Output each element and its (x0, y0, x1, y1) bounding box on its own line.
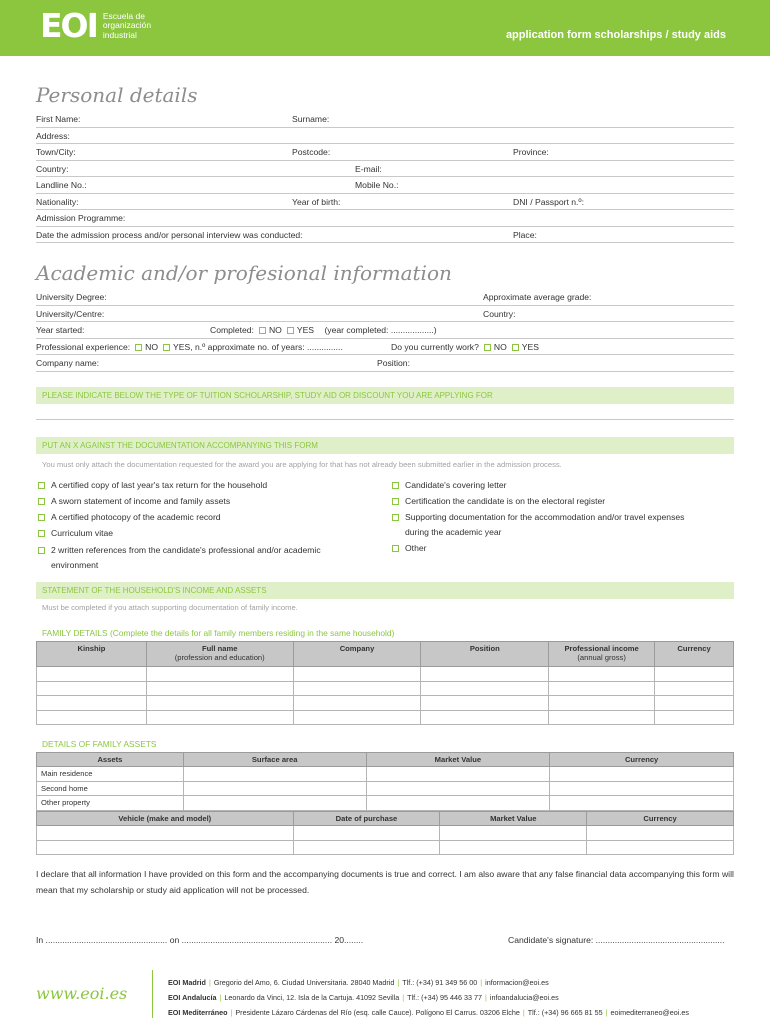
family-assets-table (36, 752, 734, 811)
documentation-bar: PUT AN X AGAINST THE DOCUMENTATION ACCOMPANYING THIS FORM (36, 437, 734, 454)
experience-no-checkbox[interactable] (135, 344, 142, 351)
family-assets-title: DETAILS OF FAMILY ASSETS (42, 739, 157, 749)
col-vehicle-value: Market Value (440, 812, 587, 826)
family-header-row (37, 642, 734, 667)
col-assets: Assets (37, 753, 184, 767)
personal-details-title: Personal details (36, 83, 198, 107)
footer-line-andalucia: EOI Andalucía | Leonardo da Vinci, 12. Isla de la Cartuja. 41092 Sevilla | Tlf.: (+34) 95 446 33 77 | infoandalucia@eoi.es (168, 993, 559, 1002)
doc-other[interactable]: Other (392, 541, 427, 557)
programme-field[interactable]: Admission Programme: (36, 213, 126, 223)
col-surface: Surface area (183, 753, 366, 767)
row-nationality (36, 194, 734, 211)
col-market-value: Market Value (366, 753, 550, 767)
email-link[interactable]: infoandalucia@eoi.es (489, 993, 559, 1002)
year-started-field[interactable]: Year started: (36, 325, 85, 335)
asset-label: Other property (37, 796, 184, 811)
row-programme (36, 210, 734, 227)
row-country (36, 161, 734, 178)
col-currency: Currency (655, 642, 734, 667)
row-address (36, 128, 734, 145)
form-title: application form scholarships / study aids (505, 29, 726, 41)
doc-electoral[interactable]: Certification the candidate is on the electoral register (392, 494, 605, 510)
town-field[interactable]: Town/City: (36, 147, 76, 157)
candidate-signature-line[interactable]: Candidate's signature: ...................................................... (508, 935, 725, 945)
doc-checkbox[interactable] (392, 482, 399, 489)
address-field[interactable]: Address: (36, 130, 70, 141)
experience-label: Professional experience: (36, 341, 131, 352)
completed-no-checkbox[interactable] (259, 327, 266, 334)
col-company: Company (293, 642, 421, 667)
work-no-checkbox[interactable] (484, 344, 491, 351)
work-now-group: Do you currently work? NO YES (391, 341, 539, 352)
household-bar: STATEMENT OF THE HOUSEHOLD'S INCOME AND ASSETS (36, 582, 734, 599)
dni-field[interactable]: DNI / Passport n.º: (513, 196, 584, 207)
province-field[interactable]: Province: (513, 147, 549, 157)
row-name (36, 111, 734, 128)
place-date-line[interactable]: In ................................................... on ............................................................... 20........ (36, 935, 364, 945)
assets-header-row (37, 753, 734, 767)
doc-covering-letter[interactable]: Candidate's covering letter (392, 478, 506, 494)
doc-checkbox[interactable] (392, 514, 399, 521)
footer-line-madrid: EOI Madrid | Gregorio del Amo, 6. Ciudad Universitaria. 28040 Madrid | Tlf.: (+34) 91 349 56 00 | informacion@eoi.es (168, 978, 549, 987)
work-yes-checkbox[interactable] (512, 344, 519, 351)
doc-checkbox[interactable] (38, 547, 45, 554)
row-year-started (36, 322, 734, 339)
doc-accommodation[interactable]: Supporting documentation for the accommodation and/or travel expenses (392, 510, 684, 526)
table-row (37, 796, 734, 811)
doc-tax-return[interactable]: A certified copy of last year's tax return for the household (38, 478, 267, 494)
asset-label: Second home (37, 781, 184, 796)
vehicle-header-row (37, 812, 734, 826)
col-vehicle-currency: Currency (587, 812, 734, 826)
table-row (37, 667, 734, 682)
household-note: Must be completed if you attach supporting documentation of family income. (42, 603, 298, 612)
completed-label: Completed: (210, 325, 254, 335)
family-details-title: FAMILY DETAILS (Complete the details for all family members residing in the same household) (42, 628, 395, 638)
postcode-field[interactable]: Postcode: (292, 147, 331, 157)
row-degree (36, 289, 734, 306)
surname-field[interactable]: Surname: (292, 114, 330, 124)
experience-yes-checkbox[interactable] (163, 344, 170, 351)
doc-checkbox[interactable] (38, 530, 45, 537)
row-interview (36, 227, 734, 244)
asset-label: Main residence (37, 767, 184, 782)
family-details-table (36, 641, 734, 725)
row-experience (36, 339, 734, 356)
doc-checkbox[interactable] (392, 545, 399, 552)
uni-country-field[interactable]: Country: (483, 308, 516, 319)
academic-title: Academic and/or profesional information (36, 261, 452, 285)
table-row (37, 696, 734, 711)
completed-group: Completed: NO YES (year completed: ..................) (210, 325, 437, 335)
tuition-type-bar: PLEASE INDICATE BELOW THE TYPE OF TUITION SCHOLARSHIP, STUDY AID OR DISCOUNT YOU ARE APPLYING FOR (36, 387, 734, 404)
place-field[interactable]: Place: (513, 229, 537, 240)
position-field[interactable]: Position: (377, 358, 410, 368)
table-row (37, 781, 734, 796)
email-link[interactable]: eoimediterraneo@eoi.es (610, 1008, 689, 1017)
first-name-field[interactable]: First Name: (36, 114, 81, 124)
col-position: Position (421, 642, 549, 667)
logo-mark: EOI (40, 6, 97, 45)
work-now-label: Do you currently work? (391, 341, 479, 352)
table-row (37, 710, 734, 725)
email-field[interactable]: E-mail: (355, 163, 382, 174)
nationality-field[interactable]: Nationality: (36, 196, 79, 207)
experience-years-field[interactable]: YES, n.º approximate no. of years: ............... (173, 341, 343, 352)
degree-field[interactable]: University Degree: (36, 292, 107, 302)
completed-yes-checkbox[interactable] (287, 327, 294, 334)
table-row (37, 826, 734, 841)
doc-checkbox[interactable] (392, 498, 399, 505)
col-kinship: Kinship (37, 642, 147, 667)
interview-date-field[interactable]: Date the admission process and/or personal interview was conducted: (36, 229, 303, 240)
landline-field[interactable]: Landline No.: (36, 180, 87, 190)
table-row (37, 681, 734, 696)
row-phone (36, 177, 734, 194)
footer-divider (152, 970, 153, 1018)
doc-references[interactable]: 2 written references from the candidate's professional and/or academic (38, 543, 321, 559)
website-link[interactable]: www.eoi.es (36, 984, 128, 1003)
doc-checkbox[interactable] (38, 482, 45, 489)
vehicle-table (36, 811, 734, 855)
declaration-text: I declare that all information I have provided on this form and the accompanying documents is true and correct. I am also aware that any false financial data accompanying this form will mean that my scholarship or study aid application will not be processed. (36, 869, 734, 895)
year-of-birth-field[interactable]: Year of birth: (292, 196, 341, 207)
table-row (37, 840, 734, 855)
documentation-note: You must only attach the documentation requested for the award you are applying for that has not already been submitted earlier in the admission process. (42, 460, 562, 469)
col-full-name: Full name (profession and education) (146, 642, 293, 667)
tuition-type-field[interactable] (36, 404, 734, 420)
col-date-purchase: Date of purchase (293, 812, 440, 826)
logo-text: Escuela de organización industrial (102, 10, 152, 40)
footer-line-mediterraneo: EOI Mediterráneo | Presidente Lázaro Cárdenas del Río (esq. calle Cauce). Polígono El Carrus. 03206 Elche | Tlf.: (+34) 96 665 81 55 | eoimediterraneo@eoi.es (168, 1008, 689, 1017)
mobile-field[interactable]: Mobile No.: (355, 180, 399, 190)
country-field[interactable]: Country: (36, 163, 69, 174)
row-company (36, 355, 734, 372)
university-field[interactable]: University/Centre: (36, 308, 105, 319)
table-row (37, 767, 734, 782)
company-field[interactable]: Company name: (36, 358, 100, 368)
footer-addresses (168, 975, 689, 1020)
row-town (36, 144, 734, 161)
avg-grade-field[interactable]: Approximate average grade: (483, 292, 592, 302)
doc-sworn-statement[interactable]: A sworn statement of income and family assets (38, 494, 230, 510)
doc-checkbox[interactable] (38, 514, 45, 521)
col-vehicle: Vehicle (make and model) (37, 812, 294, 826)
doc-cv[interactable]: Curriculum vitae (38, 526, 113, 542)
email-link[interactable]: informacion@eoi.es (485, 978, 549, 987)
year-completed-field[interactable]: (year completed: ..................) (324, 325, 437, 335)
eoi-logo (40, 6, 152, 45)
row-university (36, 306, 734, 323)
doc-references-cont: environment (51, 560, 99, 570)
doc-academic-record[interactable]: A certified photocopy of the academic record (38, 510, 221, 526)
doc-checkbox[interactable] (38, 498, 45, 505)
header-banner (0, 0, 770, 56)
col-income: Professional income (annual gross) (549, 642, 655, 667)
experience-group: Professional experience: NO YES, n.º approximate no. of years: ............... (36, 341, 343, 352)
col-assets-currency: Currency (550, 753, 734, 767)
doc-accommodation-cont: during the academic year (405, 527, 502, 537)
